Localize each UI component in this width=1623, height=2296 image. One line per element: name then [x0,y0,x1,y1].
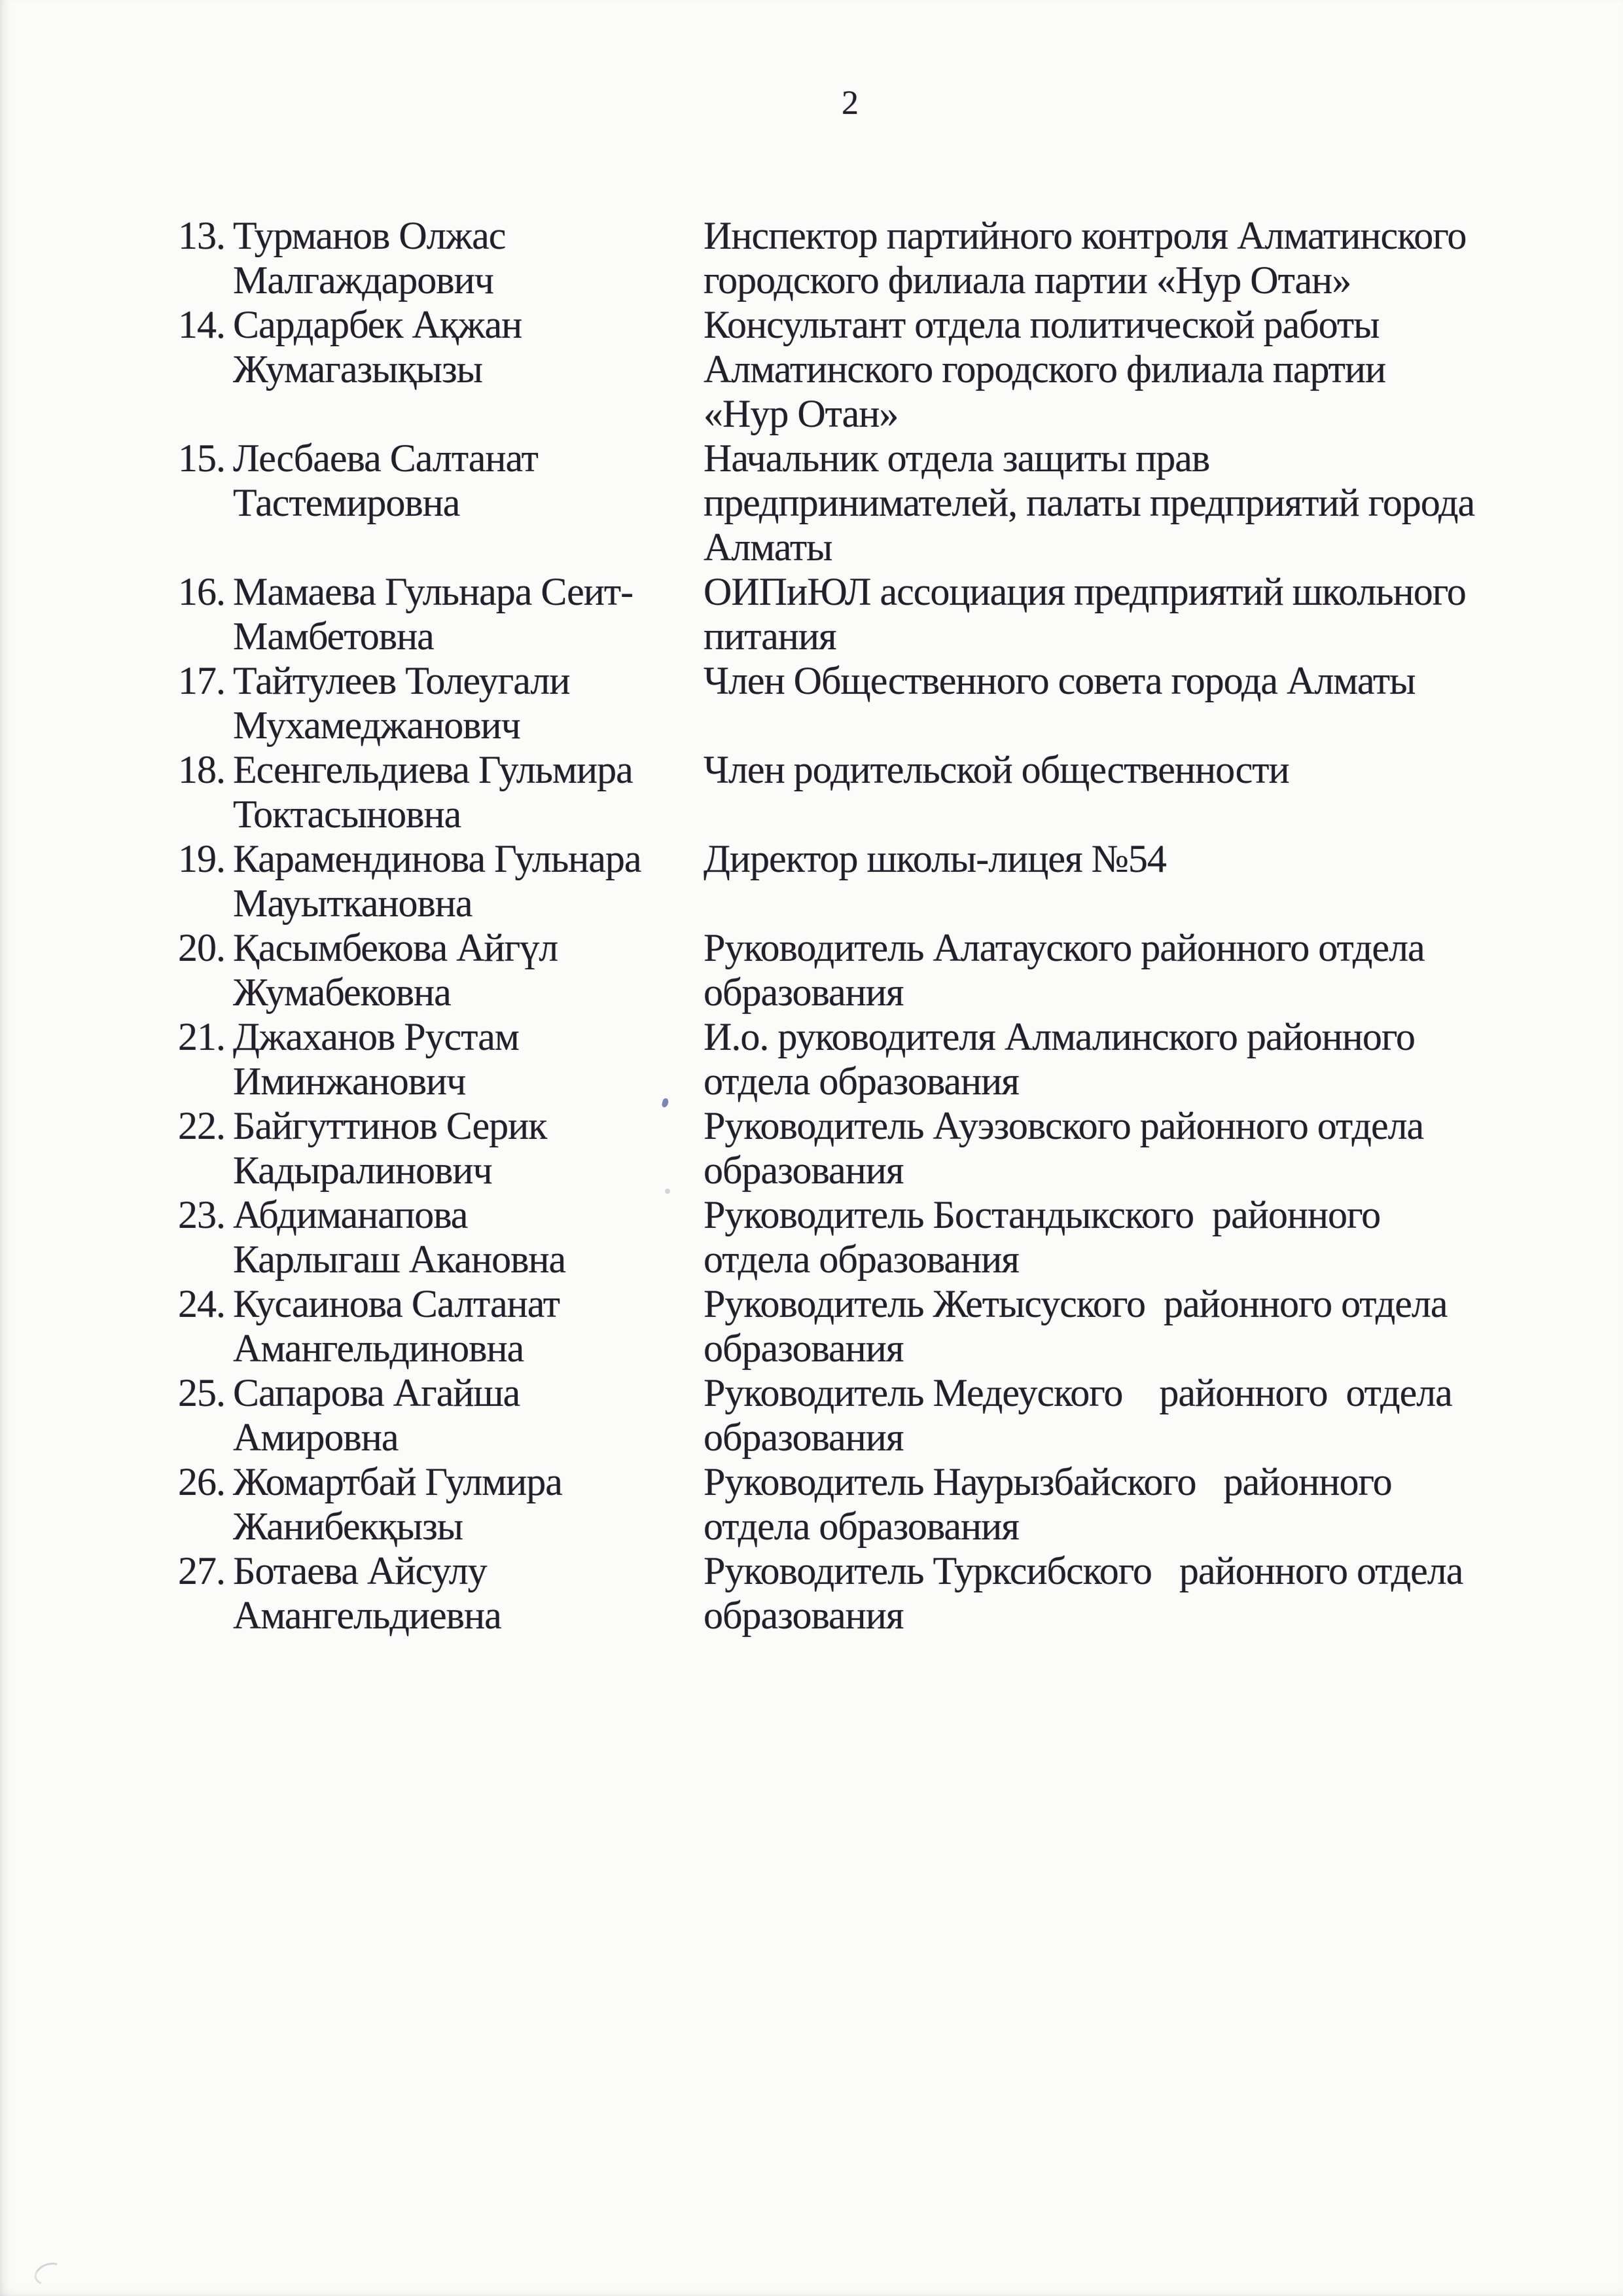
member-position [704,1371,1518,1460]
list-item [178,569,1526,658]
member-number-text: 25. [178,1371,225,1414]
member-name-line: Мухамеджанович [233,704,520,747]
member-position [704,747,1518,792]
member-position-line: Директор школы-лицея №54 [704,837,1166,880]
member-number [178,1103,233,1148]
member-position-line: Алматинского городского филиала партии [704,348,1386,391]
member-position-line: Руководитель Жетысуского районного отдела [704,1282,1448,1325]
member-name-line: Кадыралинович [233,1149,492,1192]
member-name [233,569,704,658]
member-position-line: образования [704,1594,904,1637]
member-name-line: Турманов Олжас [233,214,506,257]
member-name [233,1460,704,1549]
member-number [178,302,233,347]
member-name-line: Мауыткановна [233,882,473,925]
member-position-line: ОИПиЮЛ ассоциация предприятий школьного [704,570,1466,613]
member-name-line: Жумагазықызы [233,348,482,391]
member-position [704,1193,1518,1282]
member-number-text: 26. [178,1460,225,1503]
member-name-line: Мамбетовна [233,615,434,658]
member-number-text: 21. [178,1015,225,1058]
member-position-line: «Нур Отан» [704,392,899,435]
member-position [704,302,1518,436]
member-number [178,569,233,614]
member-position [704,213,1518,302]
member-number [178,658,233,703]
list-item [178,658,1526,747]
list-item [178,436,1526,569]
member-number [178,1460,233,1504]
member-name [233,1282,704,1371]
member-number-text: 16. [178,570,225,613]
member-number [178,1371,233,1415]
member-name [233,302,704,391]
member-name [233,213,704,302]
member-number [178,836,233,881]
member-name [233,1103,704,1193]
member-name-line: Карамендинова Гульнара [233,837,641,880]
member-position [704,1103,1518,1193]
member-position [704,1282,1518,1371]
member-name-line: Абдиманапова [233,1193,468,1236]
member-name-line: Токтасыновна [233,793,461,836]
member-position [704,1014,1518,1103]
member-name-line: Амангельдиновна [233,1327,524,1370]
member-name-line: Лесбаева Салтанат [233,437,538,480]
member-name-line: Карлыгаш Акановна [233,1238,566,1281]
member-name [233,658,704,747]
member-name-line: Иминжанович [233,1060,466,1103]
member-name [233,747,704,836]
member-number-text: 24. [178,1282,225,1325]
member-name-line: Есенгельдиева Гульмира [233,748,633,791]
scan-artifact-speck [665,1189,670,1194]
member-name-line: Жомартбай Гулмира [233,1460,562,1503]
member-position-line: Алматы [704,526,832,569]
member-name-line: Амировна [233,1416,399,1459]
member-number [178,1193,233,1237]
member-name-line: Сапарова Агайша [233,1371,520,1414]
member-number-text: 23. [178,1193,225,1236]
scan-artifact-pencil-smudge [31,2259,67,2289]
member-position-line: питания [704,615,836,658]
member-list [178,213,1526,1638]
member-name-line: Джаханов Рустам [233,1015,519,1058]
member-position-line: Член родительской общественности [704,748,1289,791]
member-position-line: Руководитель Наурызбайского районного [704,1460,1392,1503]
member-position [704,925,1518,1014]
member-position-line: отдела образования [704,1060,1019,1103]
member-number-text: 27. [178,1549,225,1592]
member-position-line: Консультант отдела политической работы [704,303,1380,346]
member-name-line: Малгаждарович [233,259,493,302]
member-position-line: Инспектор партийного контроля Алматинского [704,214,1467,257]
list-item [178,925,1526,1014]
member-number [178,436,233,480]
member-number-text: 18. [178,748,225,791]
member-position-line: отдела образования [704,1238,1019,1281]
member-position-line: образования [704,1327,904,1370]
member-name [233,1549,704,1638]
member-name-line: Қасымбекова Айгүл [233,926,558,969]
member-name-line: Байгуттинов Серик [233,1104,547,1147]
member-position-line: образования [704,971,904,1014]
member-position-line: городского филиала партии «Нур Отан» [704,259,1351,302]
member-name-line: Жумабековна [233,971,451,1014]
page-number: 2 [842,84,859,122]
member-number-text: 14. [178,303,225,346]
member-number-text: 20. [178,926,225,969]
member-position [704,1460,1518,1549]
member-number-text: 17. [178,659,225,702]
member-position [704,658,1518,703]
member-position-line: образования [704,1149,904,1192]
member-position-line: Член Общественного совета города Алматы [704,659,1416,702]
list-item [178,213,1526,302]
member-name [233,836,704,925]
member-number [178,1282,233,1326]
member-name-line: Тайтулеев Толеугали [233,659,570,702]
member-name [233,925,704,1014]
list-item [178,1460,1526,1549]
member-name-line: Мамаева Гульнара Сеит- [233,570,633,613]
list-item [178,1103,1526,1193]
list-item [178,1282,1526,1371]
member-number [178,925,233,970]
member-name-line: Тастемировна [233,481,460,524]
member-position-line: Руководитель Турксибского районного отдела [704,1549,1463,1592]
member-position-line: предпринимателей, палаты предприятий города [704,481,1475,524]
member-position [704,436,1518,569]
member-name-line: Амангельдиевна [233,1594,501,1637]
member-number [178,1014,233,1059]
member-position-line: Руководитель Медеуского районного отдела [704,1371,1452,1414]
member-position [704,1549,1518,1638]
member-name-line: Сардарбек Ақжан [233,303,522,346]
member-position [704,836,1518,881]
list-item [178,836,1526,925]
list-item [178,1549,1526,1638]
list-item [178,747,1526,836]
list-item [178,1014,1526,1103]
member-position-line: Начальник отдела защиты прав [704,437,1210,480]
member-number-text: 13. [178,214,225,257]
member-name-line: Кусаинова Салтанат [233,1282,560,1325]
member-number [178,747,233,792]
member-name [233,436,704,525]
member-position-line: образования [704,1416,904,1459]
list-item [178,302,1526,436]
member-position-line: И.о. руководителя Алмалинского районного [704,1015,1415,1058]
member-number [178,1549,233,1593]
list-item [178,1193,1526,1282]
member-name-line: Ботаева Айсулу [233,1549,487,1592]
member-position-line: отдела образования [704,1505,1019,1548]
member-position-line: Руководитель Ауэзовского районного отдела [704,1104,1424,1147]
member-position [704,569,1518,658]
member-name [233,1014,704,1103]
member-name [233,1371,704,1460]
member-name-line: Жанибекқызы [233,1505,463,1548]
member-number-text: 22. [178,1104,225,1147]
member-name [233,1193,704,1282]
list-item [178,1371,1526,1460]
member-number [178,213,233,258]
member-position-line: Руководитель Алатауского районного отдела [704,926,1425,969]
member-number-text: 15. [178,437,225,480]
member-number-text: 19. [178,837,225,880]
member-position-line: Руководитель Бостандыкского районного [704,1193,1381,1236]
